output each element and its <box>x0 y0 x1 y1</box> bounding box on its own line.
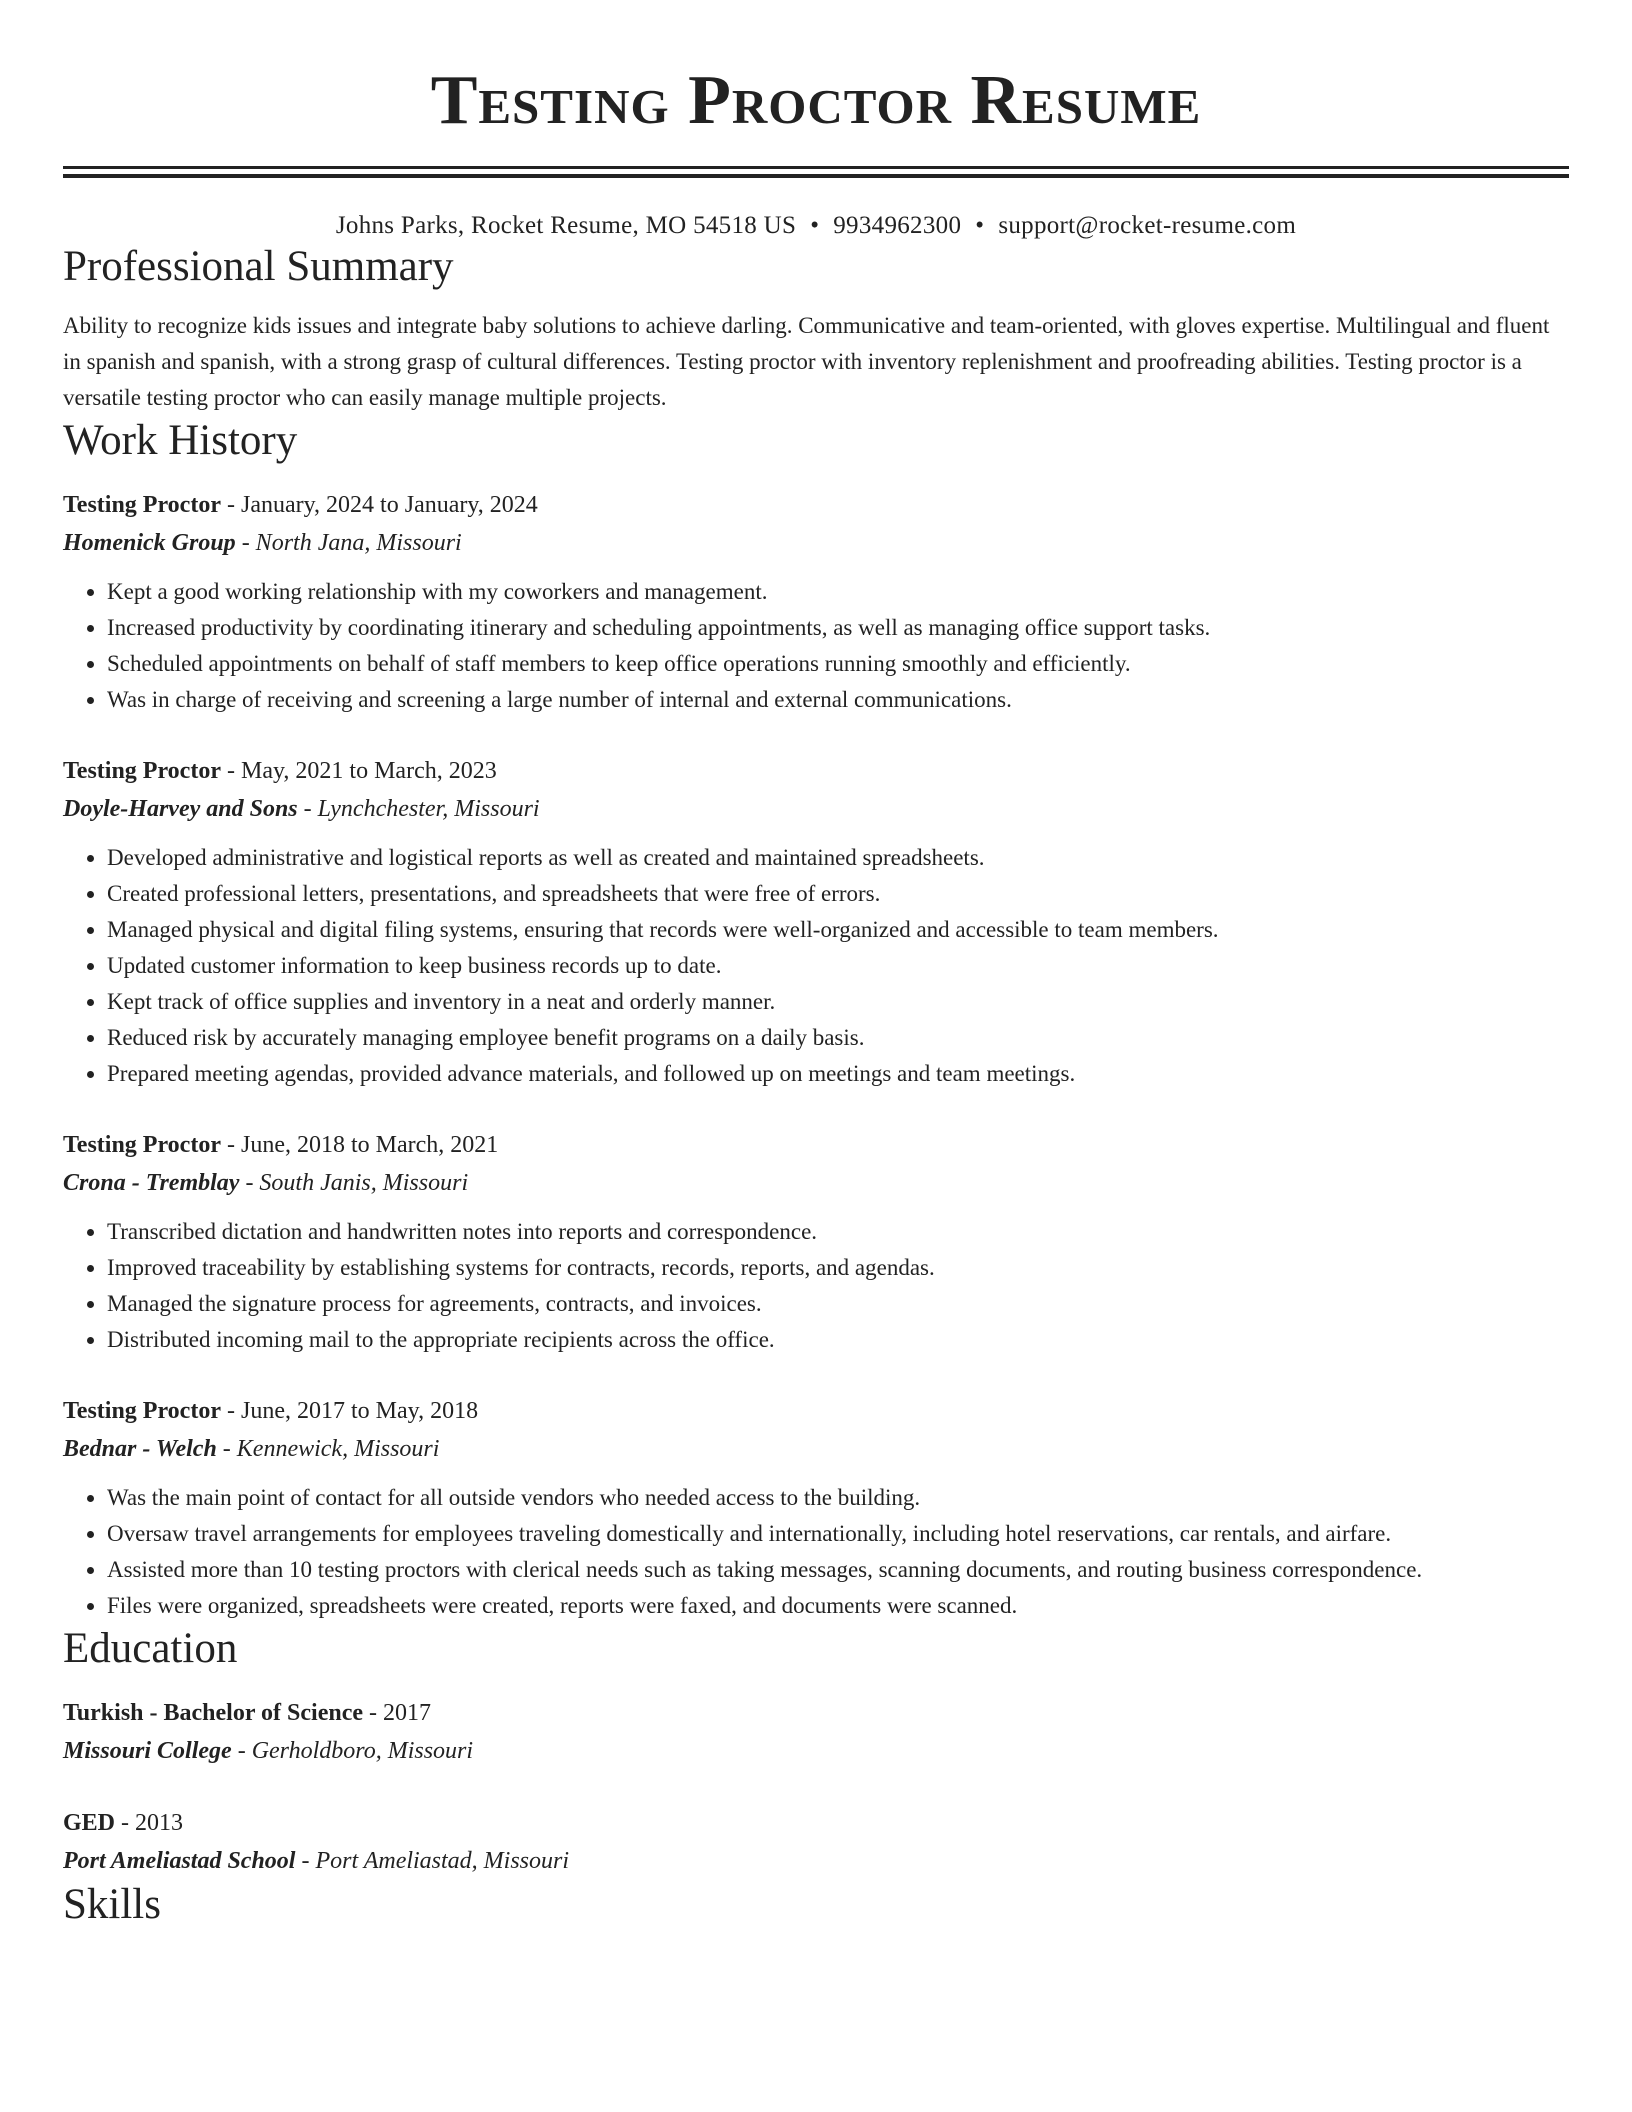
education-degree-line <box>63 1694 1569 1732</box>
job-title: Testing Proctor <box>63 758 221 784</box>
job-title: Testing Proctor <box>63 1398 221 1424</box>
title-divider <box>63 166 1569 178</box>
job-bullet: • Scheduled appointments on behalf of staff members to keep office operations running smoothly and efficiently. <box>107 646 1569 682</box>
job-title-line <box>63 486 1569 524</box>
job-entry <box>63 1126 1569 1358</box>
job-entry <box>63 752 1569 1092</box>
job-bullet: • Created professional letters, presentations, and spreadsheets that were free of errors. <box>107 876 1569 912</box>
job-bullet: • Kept a good working relationship with my coworkers and management. <box>107 574 1569 610</box>
job-bullet: • Managed the signature process for agreements, contracts, and invoices. <box>107 1286 1569 1322</box>
education-entry <box>63 1804 1569 1880</box>
job-location: - South Janis, Missouri <box>239 1170 469 1196</box>
education-location: - Gerholdboro, Missouri <box>231 1738 474 1764</box>
summary-text: Ability to recognize kids issues and integrate baby solutions to achieve darling. Communicative and team-oriented, with gloves expertise. Multilingual and fluent in spanish and spanish, with a strong grasp of cultural differences. Testing proctor with inventory replenishment and proofreading abilities. Testing proctor is a versatile testing proctor who can easily manage multiple projects. <box>63 313 1550 410</box>
education-degree: Turkish - Bachelor of Science <box>63 1700 364 1726</box>
job-company-line <box>63 1430 1569 1468</box>
job-bullets <box>63 574 1569 718</box>
job-dates: - June, 2018 to March, 2021 <box>220 1132 499 1158</box>
job-bullets <box>63 1480 1569 1624</box>
job-bullets <box>63 1214 1569 1358</box>
job-location: - Lynchchester, Missouri <box>297 796 540 822</box>
job-company: Crona - Tremblay <box>63 1170 240 1196</box>
education-year: - 2013 <box>115 1810 184 1836</box>
job-bullet: • Improved traceability by establishing systems for contracts, records, reports, and agendas. <box>107 1250 1569 1286</box>
contact-separator: • <box>810 212 820 239</box>
job-company-line <box>63 790 1569 828</box>
job-bullet: • Developed administrative and logistical reports as well as created and maintained spreadsheets. <box>107 840 1569 876</box>
job-title: Testing Proctor <box>63 492 221 518</box>
job-bullet: • Files were organized, spreadsheets were created, reports were faxed, and documents were scanned. <box>107 1588 1569 1624</box>
education-school: Port Ameliastad School <box>63 1848 296 1874</box>
job-bullet: • Distributed incoming mail to the appropriate recipients across the office. <box>107 1322 1569 1358</box>
job-dates: - January, 2024 to January, 2024 <box>220 492 538 518</box>
education-entry <box>63 1694 1569 1770</box>
education-heading: Education <box>63 1625 238 1672</box>
job-title-line <box>63 1126 1569 1164</box>
job-company-line <box>63 524 1569 562</box>
contact-address: Johns Parks, Rocket Resume, MO 54518 US <box>335 212 797 239</box>
contact-email: support@rocket-resume.com <box>998 212 1297 239</box>
education-degree: GED <box>63 1810 116 1836</box>
job-title-line <box>63 752 1569 790</box>
work-history-heading: Work History <box>63 417 298 464</box>
skills-heading: Skills <box>63 1881 161 1928</box>
education-degree-line <box>63 1804 1569 1842</box>
job-bullet: • Assisted more than 10 testing proctors with clerical needs such as taking messages, scanning documents, and routing business correspondence. <box>107 1552 1569 1588</box>
job-company: Bednar - Welch <box>63 1436 217 1462</box>
job-title: Testing Proctor <box>63 1132 221 1158</box>
job-bullet: • Managed physical and digital filing systems, ensuring that records were well-organized and accessible to team members. <box>107 912 1569 948</box>
summary-heading: Professional Summary <box>63 243 454 290</box>
education-location: - Port Ameliastad, Missouri <box>295 1848 570 1874</box>
contact-phone: 9934962300 <box>833 212 962 239</box>
job-company: Homenick Group <box>63 530 236 556</box>
job-company: Doyle-Harvey and Sons <box>63 796 298 822</box>
job-entry <box>63 486 1569 718</box>
job-bullet: • Transcribed dictation and handwritten notes into reports and correspondence. <box>107 1214 1569 1250</box>
education-school-line <box>63 1842 1569 1880</box>
contact-separator: • <box>975 212 985 239</box>
job-bullets <box>63 840 1569 1092</box>
education-school: Missouri College <box>63 1738 232 1764</box>
education-school-line <box>63 1732 1569 1770</box>
job-bullet: • Was in charge of receiving and screening a large number of internal and external communications. <box>107 682 1569 718</box>
contact-line <box>63 210 1569 242</box>
job-location: - North Jana, Missouri <box>235 530 462 556</box>
job-dates: - May, 2021 to March, 2023 <box>220 758 497 784</box>
job-bullet: • Updated customer information to keep business records up to date. <box>107 948 1569 984</box>
job-bullet: • Oversaw travel arrangements for employees traveling domestically and internationally, including hotel reservations, car rentals, and airfare. <box>107 1516 1569 1552</box>
job-company-line <box>63 1164 1569 1202</box>
job-location: - Kennewick, Missouri <box>216 1436 440 1462</box>
job-title-line <box>63 1392 1569 1430</box>
job-bullet: • Prepared meeting agendas, provided advance materials, and followed up on meetings and team meetings. <box>107 1056 1569 1092</box>
job-entry <box>63 1392 1569 1624</box>
job-bullet: • Reduced risk by accurately managing employee benefit programs on a daily basis. <box>107 1020 1569 1056</box>
job-dates: - June, 2017 to May, 2018 <box>220 1398 479 1424</box>
education-year: - 2017 <box>363 1700 432 1726</box>
resume-title: Testing Proctor Resume <box>430 62 1202 139</box>
job-bullet: • Was the main point of contact for all outside vendors who needed access to the building. <box>107 1480 1569 1516</box>
job-bullet: • Increased productivity by coordinating itinerary and scheduling appointments, as well as managing office support tasks. <box>107 610 1569 646</box>
job-bullet: • Kept track of office supplies and inventory in a neat and orderly manner. <box>107 984 1569 1020</box>
